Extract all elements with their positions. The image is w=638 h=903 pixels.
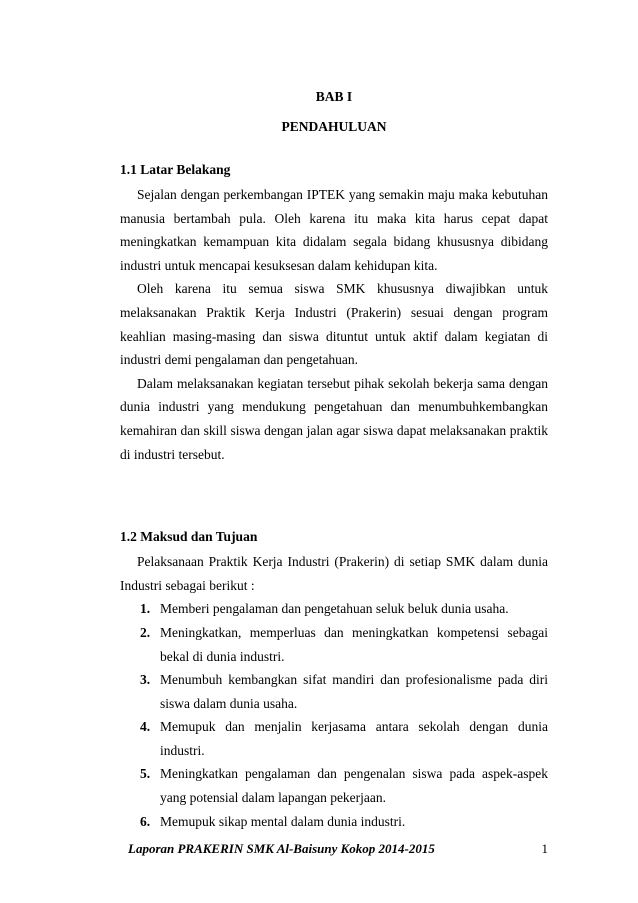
list-number: 4. <box>140 719 151 735</box>
list-item <box>120 762 548 809</box>
section-intro: Pelaksanaan Praktik Kerja Industri (Prakerin) di setiap SMK dalam dunia Industri sebagai berikut : <box>120 554 548 593</box>
footer-report-title: Laporan PRAKERIN SMK Al-Baisuny Kokop 2014-2015 <box>128 841 435 856</box>
section-body-latar-belakang <box>120 183 548 466</box>
chapter-title: PENDAHULUAN <box>281 119 387 134</box>
paragraph: Dalam melaksanakan kegiatan tersebut pihak sekolah bekerja sama dengan dunia industri yang mendukung pengetahuan dan menumbuhkembangkan kemahiran dan skill siswa dengan jalan agar siswa dapat melaksanakan praktik di industri tersebut. <box>120 375 548 462</box>
list-item <box>120 715 548 762</box>
page-footer <box>128 839 548 861</box>
chapter-number: BAB I <box>315 89 353 104</box>
page-number: 1 <box>541 841 548 856</box>
list-item-text: Meningkatkan, memperluas dan meningkatkan kompetensi sebagai bekal di dunia industri. <box>160 624 548 664</box>
list-number: 1. <box>140 601 151 617</box>
section-heading-latar-belakang: 1.1 Latar Belakang <box>120 162 231 177</box>
list-number: 2. <box>140 624 151 640</box>
list-item <box>120 668 548 715</box>
list-item <box>120 810 548 834</box>
list-item-text: Meningkatkan pengalaman dan pengenalan siswa pada aspek-aspek yang potensial dalam lapangan pekerjaan. <box>160 766 548 806</box>
list-item-text: Memupuk sikap mental dalam dunia industri. <box>160 813 406 829</box>
list-number: 3. <box>140 672 151 688</box>
list-number: 6. <box>140 813 151 829</box>
paragraph: Oleh karena itu semua siswa SMK khususnya diwajibkan untuk melaksanakan Praktik Kerja Industri (Prakerin) sesuai dengan program keahlian masing-masing dan siswa dituntut untuk aktif dalam kegiatan di industri demi pengalaman dan pengetahuan. <box>120 281 548 368</box>
page-content <box>120 88 548 833</box>
list-item <box>120 621 548 668</box>
list-item-text: Menumbuh kembangkan sifat mandiri dan profesionalisme pada diri siswa dalam dunia usaha. <box>160 672 548 711</box>
section-heading-maksud-tujuan: 1.2 Maksud dan Tujuan <box>120 529 258 545</box>
paragraph: Sejalan dengan perkembangan IPTEK yang semakin maju maka kebutuhan manusia bertambah pula. Oleh karena itu maka kita harus cepat dapat meningkatkan kemampuan kita didalam segala bidang khususnya dibidang industri untuk mencapai kesuksesan dalam kehidupan kita. <box>120 187 548 273</box>
list-number: 5. <box>140 766 151 782</box>
list-item <box>120 597 548 621</box>
list-item-text: Memberi pengalaman dan pengetahuan seluk beluk dunia usaha. <box>160 601 509 617</box>
list-item-text: Memupuk dan menjalin kerjasama antara sekolah dengan dunia industri. <box>160 719 548 758</box>
objectives-list <box>120 597 548 833</box>
